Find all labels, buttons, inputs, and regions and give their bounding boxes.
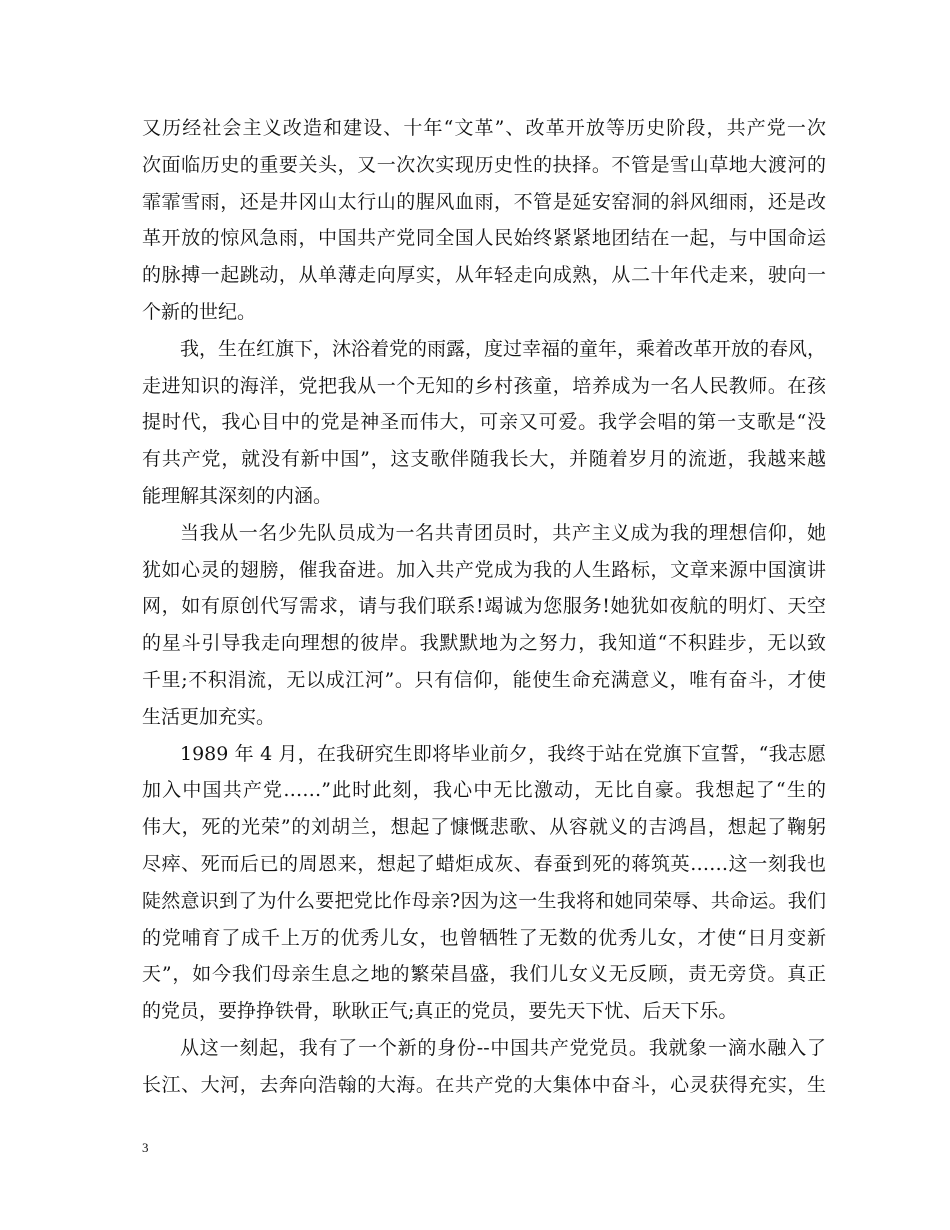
text-line: 陡然意识到了为什么要把党比作母亲?因为这一生我将和她同荣辱、共命运。我们 (142, 889, 826, 912)
text-line: 尽瘁、死而后已的周恩来，想起了蜡炬成灰、春蚕到死的蒋筑英……这一刻我也 (142, 852, 826, 875)
text-line: 1989 年 4 月，在我研究生即将毕业前夕，我终于站在党旗下宣誓，“我志愿 (180, 742, 826, 765)
text-line: 霏霏雪雨，还是井冈山太行山的腥风血雨，不管是延安窑洞的斜风细雨，还是改 (142, 190, 826, 213)
text-line: 犹如心灵的翅膀，催我奋进。加入共产党成为我的人生路标，文章来源中国演讲 (142, 558, 826, 581)
text-line: 伟大，死的光荣”的刘胡兰，想起了慷慨悲歌、从容就义的吉鸿昌，想起了鞠躬 (142, 816, 826, 839)
text-line: 生活更加充实。 (142, 705, 276, 728)
text-line: 我，生在红旗下，沐浴着党的雨露，度过幸福的童年，乘着改革开放的春风， (180, 337, 827, 360)
paragraph (142, 1030, 826, 1104)
text-line: 走进知识的海洋，党把我从一个无知的乡村孩童，培养成为一名人民教师。在孩 (142, 374, 826, 397)
paragraph (142, 515, 826, 736)
paragraph (142, 331, 826, 515)
text-line: 又历经社会主义改造和建设、十年“文革”、改革开放等历史阶段，共产党一次 (142, 117, 826, 139)
text-line: 的党哺育了成千上万的优秀儿女，也曾牺牲了无数的优秀儿女，才使“日月变新 (142, 926, 826, 949)
text-line: 千里;不积涓流，无以成江河”。只有信仰，能使生命充满意义，唯有奋斗，才使 (142, 668, 826, 691)
text-line: 的脉搏一起跳动，从单薄走向厚实，从年轻走向成熟，从二十年代走来，驶向一 (142, 264, 826, 287)
text-line: 当我从一名少先队员成为一名共青团员时，共产主义成为我的理想信仰，她 (180, 521, 826, 544)
text-line: 从这一刻起，我有了一个新的身份--中国共产党党员。我就象一滴水融入了 (180, 1036, 826, 1059)
page-number: 3 (142, 1140, 149, 1155)
text-line: 革开放的惊风急雨，中国共产党同全国人民始终紧紧地团结在一起，与中国命运 (142, 227, 826, 250)
text-line: 提时代，我心目中的党是神圣而伟大，可亲又可爱。我学会唱的第一支歌是“没 (142, 411, 826, 434)
text-line: 次面临历史的重要关头，又一次次实现历史性的抉择。不管是雪山草地大渡河的 (142, 153, 826, 176)
text-line: 的党员，要挣挣铁骨，耿耿正气;真正的党员，要先天下忧、后天下乐。 (142, 1000, 738, 1023)
text-line: 有共产党，就没有新中国”，这支歌伴随我长大，并随着岁月的流逝，我越来越 (142, 448, 826, 471)
text-line: 个新的世纪。 (142, 300, 257, 323)
text-line: 天”，如今我们母亲生息之地的繁荣昌盛，我们儿女义无反顾，责无旁贷。真正 (142, 963, 826, 986)
text-line: 的星斗引导我走向理想的彼岸。我默默地为之努力，我知道“不积跬步，无以致 (142, 632, 826, 655)
text-line: 能理解其深刻的内涵。 (142, 484, 333, 507)
body-text (142, 110, 826, 1104)
text-line: 加入中国共产党……”此时此刻，我心中无比激动，无比自豪。我想起了“生的 (142, 779, 826, 802)
text-line: 网，如有原创代写需求，请与我们联系!竭诚为您服务!她犹如夜航的明灯、天空 (142, 595, 826, 618)
text-line: 长江、大河，去奔向浩翰的大海。在共产党的大集体中奋斗，心灵获得充实，生 (142, 1073, 826, 1096)
paragraph (142, 110, 826, 331)
paragraph (142, 736, 826, 1030)
